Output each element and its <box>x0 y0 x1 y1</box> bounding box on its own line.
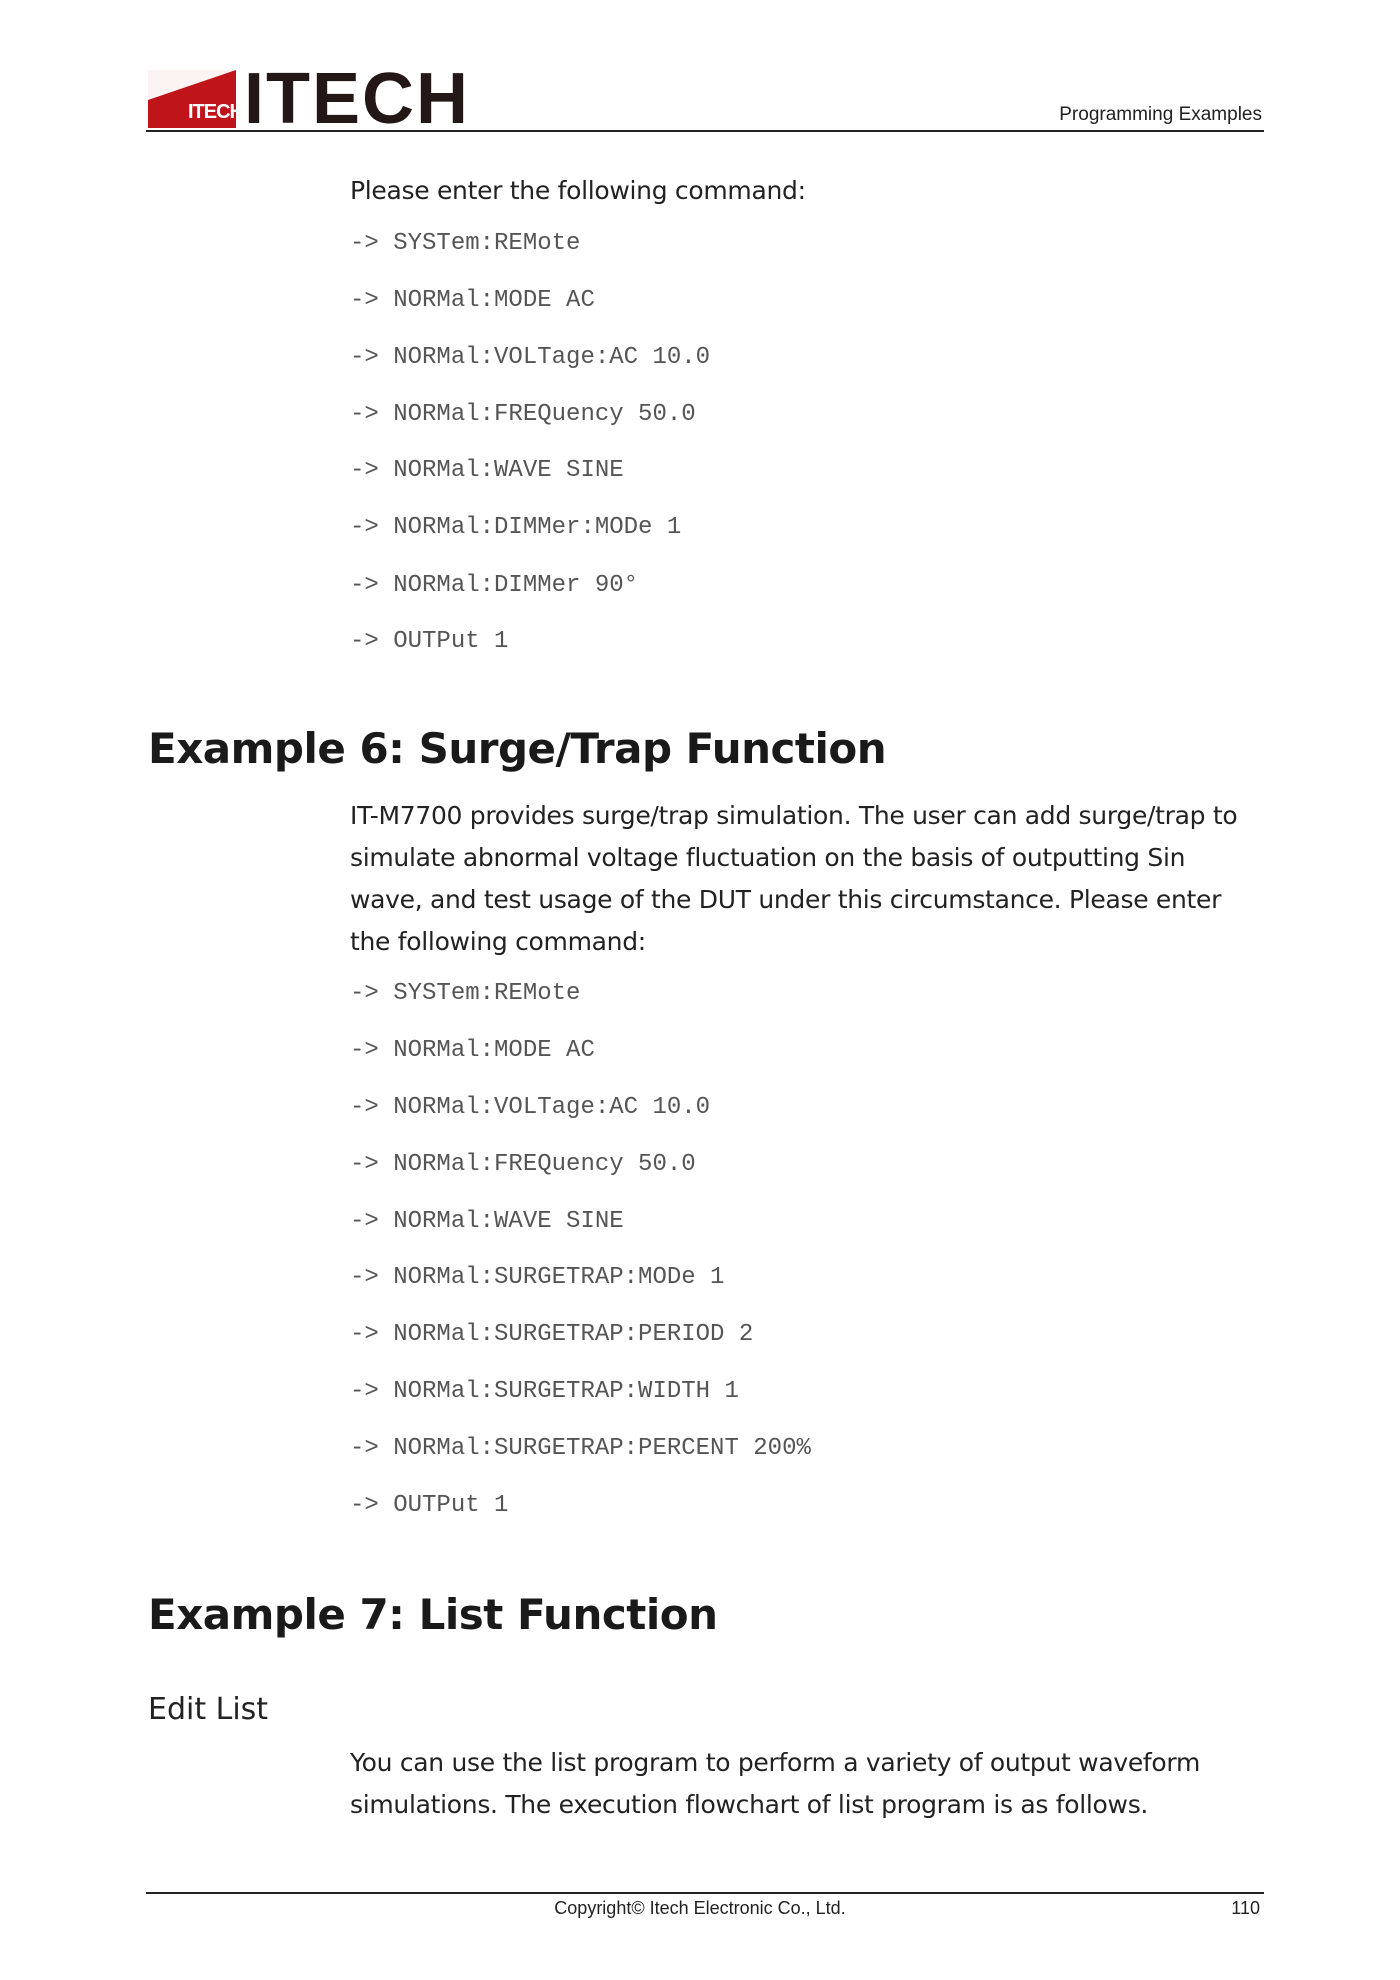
command-line: -> SYSTem:REMote <box>350 980 581 1007</box>
example6-heading: Example 6: Surge/Trap Function <box>148 724 887 773</box>
command-line: -> NORMal:FREQuency 50.0 <box>350 1151 696 1178</box>
command-line: -> NORMal:FREQuency 50.0 <box>350 401 696 428</box>
command-line: -> NORMal:SURGETRAP:WIDTH 1 <box>350 1378 739 1405</box>
command-line: -> NORMal:MODE AC <box>350 287 595 314</box>
command-line: -> NORMal:SURGETRAP:PERIOD 2 <box>350 1321 754 1348</box>
example7-heading: Example 7: List Function <box>148 1590 718 1639</box>
example7-paragraph: You can use the list program to perform a variety of output waveform simulations. The execution flowchart of list program is as follows. <box>350 1748 1201 1819</box>
command-line: -> NORMal:VOLTage:AC 10.0 <box>350 1094 711 1121</box>
itech-logo <box>148 59 470 139</box>
example7-subheading: Edit List <box>148 1692 269 1727</box>
intro-line: Please enter the following command: <box>350 176 806 205</box>
command-line: -> NORMal:DIMMer 90° <box>350 572 639 599</box>
page-header <box>146 59 1264 139</box>
command-line: -> NORMal:MODE AC <box>350 1037 595 1064</box>
command-line: -> OUTPut 1 <box>350 1492 509 1519</box>
logo-badge-text: ITECH <box>188 101 243 123</box>
command-line: -> NORMal:WAVE SINE <box>350 457 624 484</box>
command-line: -> NORMal:SURGETRAP:PERCENT 200% <box>350 1435 811 1462</box>
section-title: Programming Examples <box>1059 104 1262 125</box>
command-line: -> NORMal:WAVE SINE <box>350 1208 624 1235</box>
command-line: -> NORMal:SURGETRAP:MODe 1 <box>350 1264 725 1291</box>
page-number: 110 <box>1231 1898 1260 1918</box>
command-line: -> NORMal:DIMMer:MODe 1 <box>350 514 682 541</box>
itech-logo-badge <box>148 70 243 128</box>
example6-paragraph: IT-M7700 provides surge/trap simulation. The user can add surge/trap to simulate abnormal voltage fluctuation on the basis of outputting Sin wave, and test usage of the DUT under this circumstance. Please enter the following command: <box>350 801 1238 956</box>
command-line: -> NORMal:VOLTage:AC 10.0 <box>350 344 711 371</box>
footer-rule <box>146 1892 1264 1894</box>
logo-wordmark: ITECH <box>244 59 470 139</box>
footer-copyright: Copyright© Itech Electronic Co., Ltd. <box>554 1898 846 1918</box>
command-line: -> OUTPut 1 <box>350 628 509 655</box>
command-line: -> SYSTem:REMote <box>350 230 581 257</box>
